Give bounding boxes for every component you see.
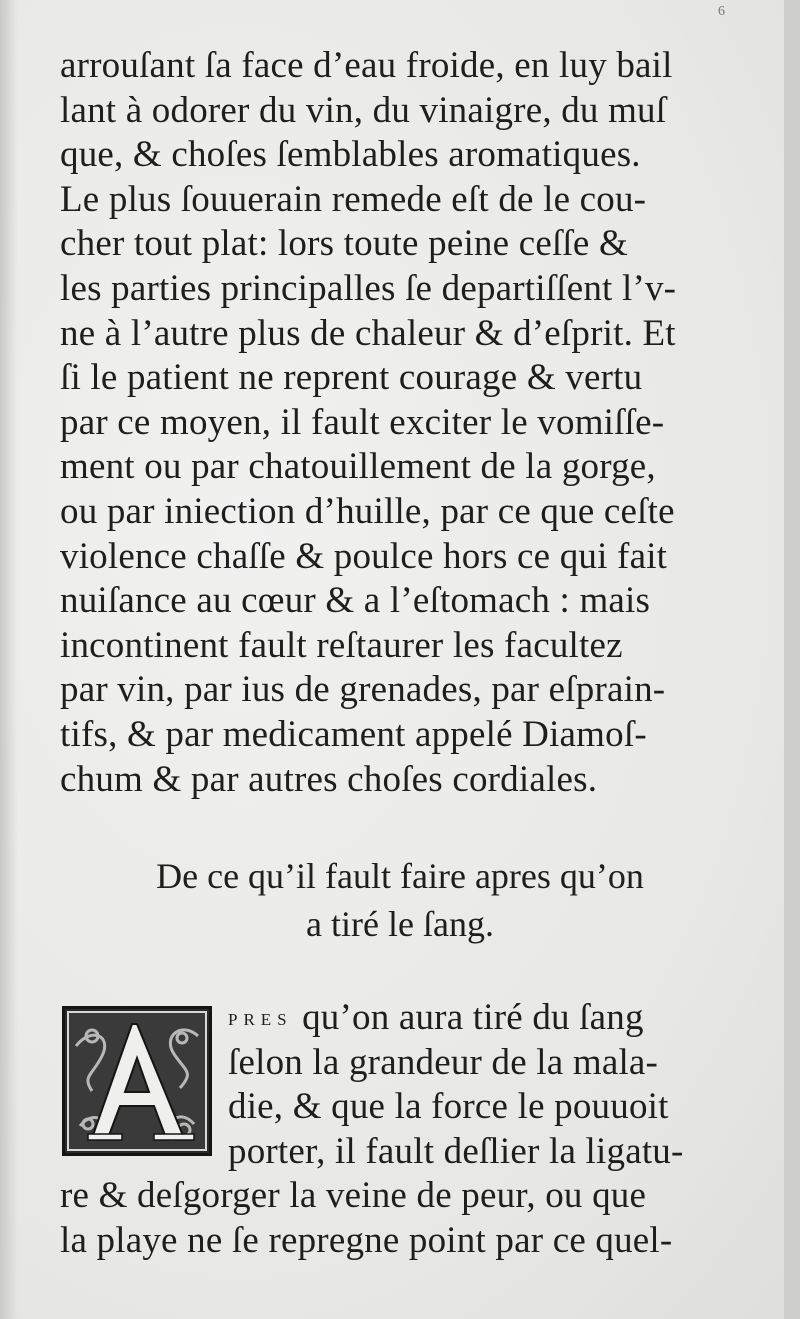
opening-smallcaps: PRES bbox=[228, 1010, 293, 1030]
heading-line: De ce qu’il fault faire apres qu’on bbox=[156, 856, 644, 896]
opening-lines bbox=[228, 996, 740, 1174]
text-line: tifs, & par medicament appelé Diamoſ- bbox=[60, 713, 647, 755]
text-line: lant à odorer du vin, du vinaigre, du muſ bbox=[60, 89, 667, 131]
text-line: ment ou par chatouillement de la gorge, bbox=[60, 446, 656, 488]
decorated-initial-icon bbox=[62, 1006, 212, 1156]
text-line: arrouſant ſa face d’eau froide, en luy bail bbox=[60, 45, 673, 86]
text-line: la playe ne ſe repregne point par ce quel- bbox=[60, 1219, 673, 1261]
text-line: cher tout plat: lors toute peine ceſſe & bbox=[60, 223, 628, 265]
text-line: nuiſance au cœur & a l’eſtomach : mais bbox=[60, 580, 651, 622]
text-line: die, & que la force le pouuoit bbox=[228, 1086, 669, 1128]
text-line: violence chaſſe & poulce hors ce qui fait bbox=[60, 535, 668, 577]
text-line: Le plus ſouuerain remede eſt de le cou- bbox=[60, 178, 647, 220]
text-line: par ce moyen, il fault exciter le vomiſſe- bbox=[60, 401, 665, 443]
text-line: re & deſgorger la veine de peur, ou que bbox=[60, 1175, 647, 1216]
section-heading bbox=[60, 852, 740, 948]
text-line: par vin, par ius de grenades, par eſprain- bbox=[60, 669, 666, 711]
page-edge bbox=[784, 0, 800, 1319]
folio-number: 6 bbox=[718, 4, 725, 19]
opening-text: qu’on aura tiré du ſang bbox=[302, 997, 644, 1038]
text-line: incontinent fault reſtaurer les facultez bbox=[60, 624, 623, 666]
heading-line: a tiré le ſang. bbox=[306, 904, 494, 944]
text-line: chum & par autres choſes cordiales. bbox=[60, 758, 598, 800]
closing-lines bbox=[60, 1174, 740, 1263]
text-line: ſelon la grandeur de la mala- bbox=[228, 1041, 659, 1083]
text-line: ſi le patient ne reprent courage & vertu bbox=[60, 357, 643, 399]
text-line: les parties principalles ſe departiſſent l’v- bbox=[60, 267, 677, 309]
text-line: que, & choſes ſemblables aromatiques. bbox=[60, 134, 641, 176]
text-line: ou par iniection d’huille, par ce que ceſte bbox=[60, 490, 675, 532]
paragraph-remedies bbox=[60, 44, 740, 802]
text-line bbox=[228, 996, 740, 1041]
text-line: ne à l’autre plus de chaleur & d’eſprit. Et bbox=[60, 312, 676, 354]
text-line: porter, il fault deſlier la ligatu- bbox=[228, 1130, 684, 1172]
